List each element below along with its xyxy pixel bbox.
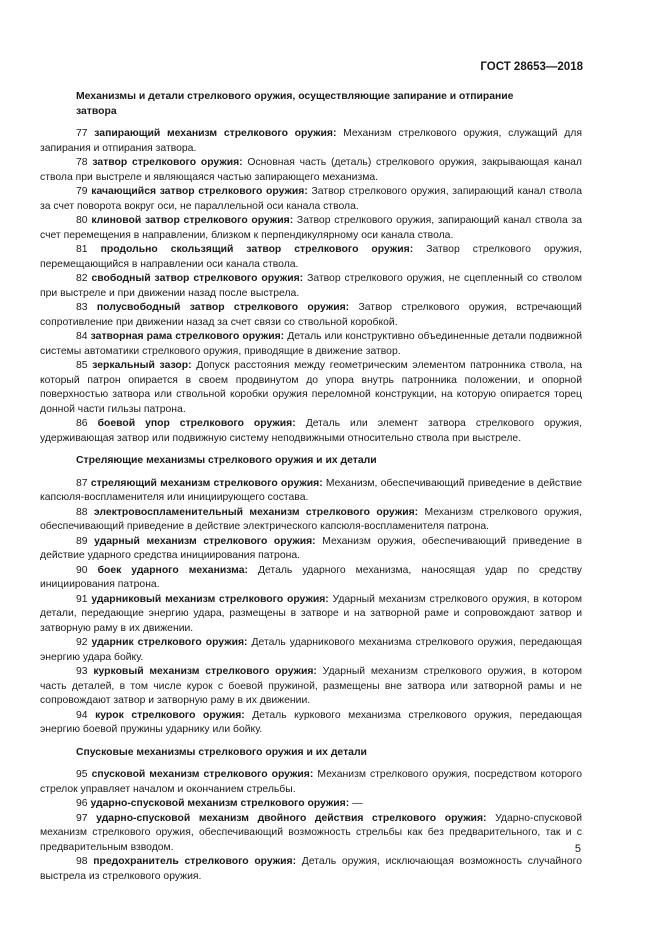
term-number: 86 [76, 418, 88, 429]
section-title-line: Механизмы и детали стрелкового оружия, осуществляющие запирание и отпирание [76, 91, 514, 102]
term-number: 89 [76, 535, 88, 547]
term-number: 94 [76, 709, 88, 721]
term-name: затвор стрелкового оружия: [92, 157, 243, 168]
term-entry [40, 272, 582, 301]
term-definition: Ударный механизм стрелкового оружия, в котором детали, передающие энергию удара, размещены в затворе и на затворной раме и сопровождают затвор и затворную раму в их движении. [40, 593, 582, 634]
term-name: стреляющий механизм стрелкового оружия: [90, 477, 323, 489]
section-title-line: Спусковые механизмы стрелкового оружия и их детали [76, 746, 367, 758]
term-entry [40, 709, 582, 738]
term-definition: Затвор стрелкового оружия, встречающий сопротивление при движении назад за счет связи со ствольной коробкой. [40, 302, 582, 328]
term-number: 91 [76, 593, 88, 605]
term-name: ударный механизм стрелкового оружия: [94, 535, 316, 547]
term-entry [40, 564, 582, 593]
term-name: качающийся затвор стрелкового оружия: [91, 186, 308, 197]
term-definition: Деталь или конструктивно объединенные детали подвижной системы автоматики стрелкового оружия, приводящие в движение затвор. [40, 331, 583, 357]
term-number: 97 [76, 812, 88, 824]
term-number: 88 [76, 506, 88, 518]
term-definition: Ударный механизм стрелкового оружия, в котором часть деталей, в том числе курок с боевой пружиной, размещены вне затвора или затворной рамы и не сопровождают затвор и затворную раму в их движении. [40, 666, 582, 706]
term-number: 82 [76, 273, 88, 284]
term-definition: Механизм, обеспечивающий приведение в действие капсюля-воспламенителя или инициирующего состава. [40, 477, 582, 503]
term-entry [40, 417, 582, 446]
term-number: 90 [76, 564, 88, 576]
term-entry [40, 127, 582, 156]
section-title [40, 90, 582, 119]
term-number: 96 [76, 798, 88, 809]
term-entry [40, 359, 582, 417]
term-entry [40, 593, 582, 637]
term-definition: Механизм стрелкового оружия, посредством которого стрелок управляет началом и окончанием стрельбы. [40, 769, 582, 795]
term-name: ударниковый механизм стрелкового оружия: [91, 593, 329, 605]
term-name: затворная рама стрелкового оружия: [90, 331, 285, 342]
term-entry [40, 665, 582, 709]
term-name: продольно скользящий затвор стрелкового оружия: [100, 244, 414, 255]
term-entry [40, 301, 582, 330]
term-entry [40, 243, 582, 272]
term-number: 84 [76, 331, 88, 342]
term-definition: — [352, 798, 363, 809]
page-number: 5 [574, 843, 581, 855]
term-definition: Основная часть (деталь) стрелкового оружия, закрывающая канал ствола при выстреле и являющаяся частью запирающего механизма. [40, 157, 582, 183]
document-code: ГОСТ 28653—2018 [480, 61, 583, 73]
term-definition: Деталь или элемент затвора стрелкового оружия, удерживающая затвор или подвижную систему неподвижными относительно ствола при выстреле. [40, 418, 583, 444]
term-number: 77 [76, 128, 88, 139]
term-entry [40, 214, 582, 243]
term-number: 98 [76, 856, 88, 867]
section-title [40, 454, 582, 469]
term-name: боевой упор стрелкового оружия: [97, 418, 296, 429]
term-number: 78 [76, 157, 88, 168]
term-definition: Затвор стрелкового оружия, не сцепленный со стволом при выстреле и при движении назад после выстрела. [40, 273, 583, 299]
term-definition: Деталь ударникового механизма стрелкового оружия, передающая энергию удара бойку. [40, 637, 582, 663]
term-number: 92 [76, 637, 88, 648]
term-definition: Затвор стрелкового оружия, запирающий канал ствола за счет перемещения в направлении, близком к перпендикулярному оси канала ствола. [40, 215, 583, 241]
term-name: ударно-спусковой механизм стрелкового оружия: [90, 798, 350, 809]
term-name: ударно-спусковой механизм двойного действия стрелкового оружия: [96, 812, 487, 824]
term-number: 85 [76, 360, 88, 371]
term-entry [40, 506, 582, 535]
term-definition: Деталь куркового механизма стрелкового оружия, передающая энергию боевой пружины ударнику или бойку. [40, 709, 582, 735]
term-name: спусковой механизм стрелкового оружия: [91, 769, 314, 780]
term-number: 83 [76, 302, 88, 313]
term-definition: Механизм оружия, обеспечивающий приведение в действие ударного средства инициирования патрона. [40, 535, 583, 561]
term-number: 79 [76, 186, 88, 197]
term-entry [40, 855, 582, 884]
term-entry [40, 797, 582, 812]
term-name: полусвободный затвор стрелкового оружия: [96, 302, 350, 313]
term-definition: Допуск расстояния между геометрическим элементом патронника ствола, на который патрон опирается в своем продвинутом до упора внутрь патронника положении, и опорной поверхностью затвора или ствольной коробки оружия переломной конструкции, на которую опирается торец донной части гильзы патрона. [40, 360, 582, 415]
term-name: запирающий механизм стрелкового оружия: [94, 128, 337, 139]
term-name: электровоспламенительный механизм стрелкового оружия: [93, 506, 419, 518]
section-title-line: Стреляющие механизмы стрелкового оружия и их детали [76, 455, 377, 466]
term-name: курок стрелкового оружия: [95, 709, 245, 721]
term-entry [40, 156, 582, 185]
term-number: 93 [76, 666, 88, 677]
term-definition: Механизм стрелкового оружия, служащий для запирания и отпирания затвора. [40, 128, 582, 154]
term-definition: Деталь оружия, исключающая возможность случайного выстрела из стрелкового оружия. [40, 856, 583, 882]
section-title-line: затвора [76, 105, 117, 117]
term-number: 80 [76, 215, 88, 226]
term-name: ударник стрелкового оружия: [91, 637, 248, 648]
term-entry [40, 535, 582, 564]
term-number: 81 [76, 244, 88, 255]
term-definition: Механизм стрелкового оружия, обеспечивающий приведение в действие электрического капсюля-воспламенителя патрона. [40, 506, 583, 532]
term-name: предохранитель стрелкового оружия: [93, 856, 297, 867]
term-name: зеркальный зазор: [92, 360, 192, 371]
term-definition: Деталь ударного механизма, наносящая удар по средству инициирования патрона. [40, 564, 582, 590]
term-number: 87 [76, 477, 88, 489]
term-entry [40, 812, 582, 856]
section-title [40, 746, 582, 761]
term-name: клиновой затвор стрелкового оружия: [91, 215, 294, 226]
term-entry [40, 185, 582, 214]
term-number: 95 [76, 769, 88, 780]
term-entry [40, 330, 582, 359]
page-content [40, 90, 582, 884]
term-name: свободный затвор стрелкового оружия: [91, 273, 304, 284]
term-definition: Затвор стрелкового оружия, перемещающийся в направлении оси канала ствола. [40, 244, 582, 270]
term-name: курковый механизм стрелкового оружия: [93, 666, 317, 677]
term-definition: Затвор стрелкового оружия, запирающий канал ствола за счет поворота вокруг оси, не параллельной оси канала ствола. [40, 186, 583, 212]
term-entry [40, 768, 582, 797]
term-entry [40, 636, 582, 665]
term-definition: Ударно-спусковой механизм стрелкового оружия, обеспечивающий возможность стрельбы как без предварительного, так и с предварительным взводом. [40, 812, 583, 853]
term-name: боек ударного механизма: [97, 564, 248, 576]
term-entry [40, 477, 582, 506]
